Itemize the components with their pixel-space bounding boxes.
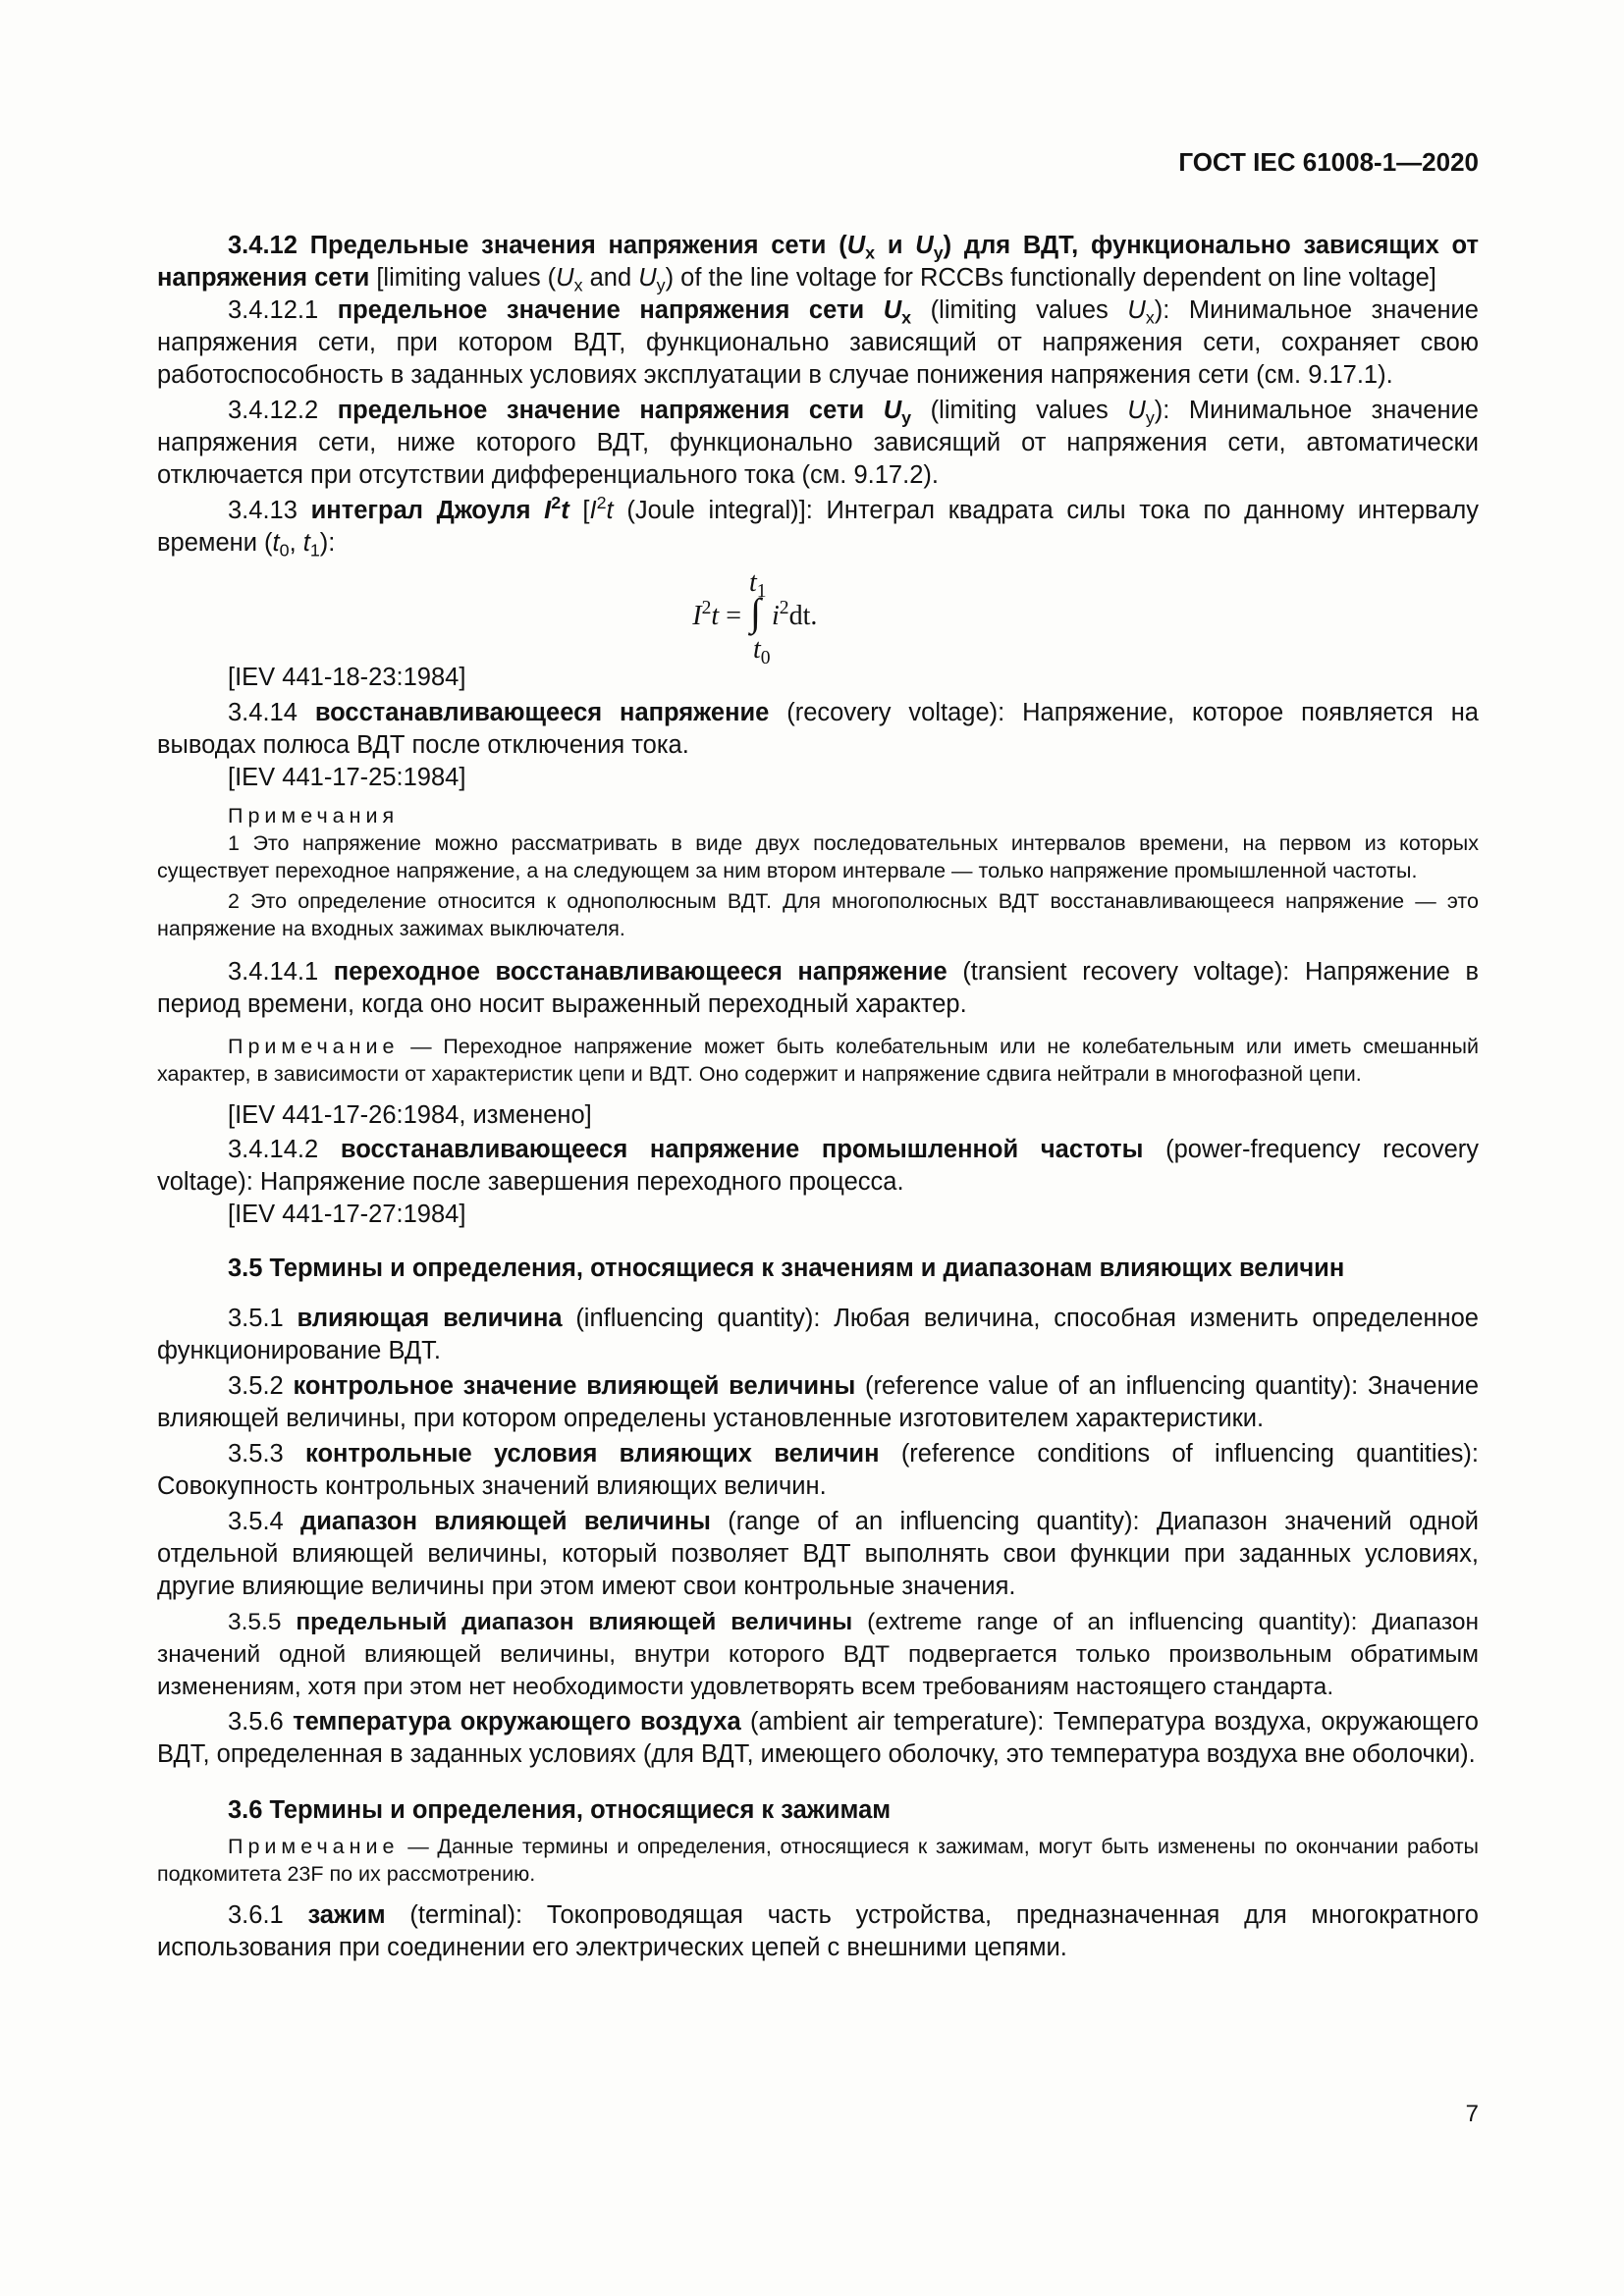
reference-iev-2: [IEV 441-17-25:1984] [228, 764, 466, 791]
page-body [157, 0, 1479, 1964]
notes-title: Примечания [228, 804, 400, 828]
heading-3-6: 3.6 Термины и определения, относящиеся к зажимам [228, 1796, 892, 1824]
section-3-4-14-2: 3.4.14.2 восстанавливающееся напряжение промышленной частоты (power-frequency recovery voltage): Напряжение после завершения переходного процесса. [157, 1136, 1480, 1196]
section-3-5-4: 3.5.4 диапазон влияющей величины (range of an influencing quantity): Диапазон значений одной отдельной влияющей величины, который позволяет ВДТ выполнять свои функции при заданных условиях, другие влияющие величины при этом имеют свои контрольные значения. [157, 1508, 1479, 1600]
joule-integral-equation: $t_1$ $t_0$ ∫ $I^2t$ = $i^2dt$. [692, 567, 818, 668]
section-3-4-14-1: 3.4.14.1 переходное восстанавливающееся напряжение (transient recovery voltage): Напряжение в период времени, когда оно носит выраженный переходный характер. [157, 958, 1479, 1018]
note-1: 1 Это напряжение можно рассматривать в виде двух последовательных интервалов времени, на первом из которых существует переходное напряжение, а на следующем за ним втором интервале — только напряжение промышленной частоты. [157, 831, 1479, 882]
section-3-6-1: 3.6.1 зажим (terminal): Токопроводящая часть устройства, предназначенная для многократного использования при соединении его электрических цепей с внешними цепями. [157, 1901, 1479, 1961]
note-2: 2 Это определение относится к однополюсным ВДТ. Для многополюсных ВДТ восстанавливающееся напряжение — это напряжение на входных зажимах выключателя. [157, 889, 1479, 940]
section-3-4-12-2: 3.4.12.2 предельное значение напряжения сети $U_y$ (limiting values $U_y$): Минимальное значение напряжения сети, ниже которого ВДТ, функционально зависящий от напряжения сети, автоматически отключается при отсутствии дифференциального тока (см. 9.17.2). [157, 397, 1479, 489]
reference-iev-4: [IEV 441-17-27:1984] [228, 1201, 466, 1228]
page-number: 7 [1465, 2101, 1479, 2127]
section-3-5-6: 3.5.6 температура окружающего воздуха (ambient air temperature): Температура воздуха, окружающего ВДТ, определенная в заданных условиях (для ВДТ, имеющего оболочку, это температура воздуха вне оболочки). [157, 1708, 1479, 1768]
section-3-4-14: 3.4.14 восстанавливающееся напряжение (recovery voltage): Напряжение, которое появляется на выводах полюса ВДТ после отключения тока. [157, 699, 1479, 759]
heading-3-5: 3.5 Термины и определения, относящиеся к значениям и диапазонам влияющих величин [228, 1255, 1345, 1282]
section-3-4-12-1: 3.4.12.1 предельное значение напряжения сети $U_x$ (limiting values $U_x$): Минимальное значение напряжения сети, при котором ВДТ, функционально зависящий от напряжения сети, сохраняет свою работоспособность в заданных условиях эксплуатации в случае понижения напряжения сети (см. 9.17.1). [157, 296, 1479, 389]
section-3-4-13: 3.4.13 интеграл Джоуля $I^2t$ [$I^2t$ (Joule integral)]: Интеграл квадрата силы тока по данному интервалу времени ($t_0$, $t_1$): [157, 493, 1480, 561]
section-3-5-2: 3.5.2 контрольное значение влияющей величины (reference value of an influencing quantity): Значение влияющей величины, при котором определены установленные изготовителем характеристики. [157, 1372, 1480, 1432]
section-3-5-5: 3.5.5 предельный диапазон влияющей величины (extreme range of an influencing quantity): Диапазон значений одной влияющей величины, внутри которого ВДТ подвергается только произвольным обратимым изменениям, хотя при этом нет необходимости удовлетворять всем требованиям настоящего стандарта. [157, 1609, 1479, 1700]
section-3-5-1: 3.5.1 влияющая величина (influencing quantity): Любая величина, способная изменить определенное функционирование ВДТ. [157, 1305, 1479, 1364]
section-3-4-12: 3.4.12 Предельные значения напряжения сети ($U_x$ и $U_y$) для ВДТ, функционально зависящих от напряжения сети [limiting values ($U_x$ and $U_y$) of the line voltage for RCCBs functionally dependent on line voltage] [157, 232, 1479, 295]
reference-iev-3: [IEV 441-17-26:1984, изменено] [228, 1101, 592, 1129]
note-4: Примечание — Данные термины и определения, относящиеся к зажимам, могут быть изменены по окончании работы подкомитета 23F по их рассмотрению. [157, 1835, 1479, 1886]
section-3-5-3: 3.5.3 контрольные условия влияющих величин (reference conditions of influencing quantities): Совокупность контрольных значений влияющих величин. [157, 1440, 1479, 1500]
reference-iev-1: [IEV 441-18-23:1984] [228, 664, 466, 691]
note-3: Примечание — Переходное напряжение может быть колебательным или не колебательным или иметь смешанный характер, в зависимости от характеристик цепи и ВДТ. Оно содержит и напряжение сдвига нейтрали в многофазной цепи. [157, 1035, 1479, 1086]
document-header: ГОСТ IEC 61008-1—2020 [1178, 147, 1479, 177]
